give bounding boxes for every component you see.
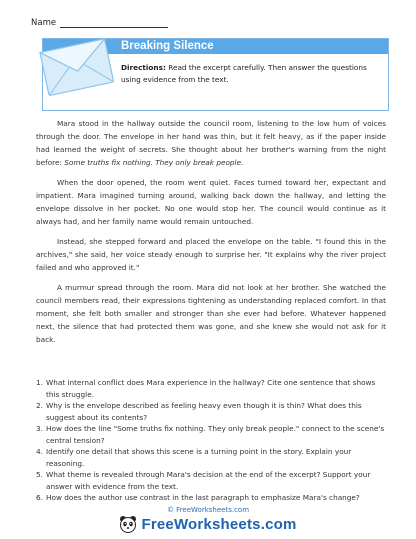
story-paragraph-2: When the door opened, the room went quiet. Faces turned toward her, expectant and impatient. Mara imagined turning around, walking back down the hallway, and letting the envelope dissolve in her pocket. No one would stop her. The council would continue as it always had, and her family name would remain untouched. xyxy=(36,178,386,226)
question-number: 5. xyxy=(36,470,43,479)
directions xyxy=(121,62,381,86)
site-logo[interactable] xyxy=(0,515,416,533)
question-text: How does the author use contrast in the last paragraph to emphasize Mara's change? xyxy=(46,493,360,502)
question-number: 3. xyxy=(36,424,43,433)
panda-logo-icon xyxy=(119,515,137,533)
story-paragraph-1-text: Mara stood in the hallway outside the council room, listening to the low hum of voices through the door. The envelope in her hand was thin, but it felt heavy, as if the paper inside had learned the weight of secrets. She thought about her brother's warning from the night before: xyxy=(36,119,386,167)
logo-text: FreeWorksheets.com xyxy=(141,515,297,533)
question-item xyxy=(36,469,386,492)
name-label: Name xyxy=(31,18,57,28)
question-item xyxy=(36,400,386,423)
question-text: Identify one detail that shows this scene is a turning point in the story. Explain your reasoning. xyxy=(46,447,352,468)
story-excerpt xyxy=(36,117,386,353)
name-line[interactable] xyxy=(60,18,168,28)
story-paragraph-3: Instead, she stepped forward and placed the envelope on the table. "I found this in the archives," she said, her voice steady enough to surprise her. "It explains why the river project failed and who approved it." xyxy=(36,237,386,272)
copyright-link[interactable]: © FreeWorksheets.com xyxy=(166,506,250,514)
directions-text: Read the excerpt carefully. Then answer the questions using evidence from the text. xyxy=(121,63,367,84)
question-number: 4. xyxy=(36,447,43,456)
question-text: What theme is revealed through Mara's decision at the end of the excerpt? Support your answer with evidence from the text. xyxy=(46,470,371,491)
question-number: 1. xyxy=(36,378,43,387)
question-item xyxy=(36,423,386,446)
story-quote: Some truths fix nothing. They only break people. xyxy=(64,158,244,167)
question-list xyxy=(36,377,386,504)
question-number: 6. xyxy=(36,493,43,502)
question-item xyxy=(36,446,386,469)
story-paragraph-1 xyxy=(36,117,386,169)
question-text: What internal conflict does Mara experience in the hallway? Cite one sentence that shows this struggle. xyxy=(46,378,376,399)
question-item xyxy=(36,377,386,400)
story-paragraph-4: A murmur spread through the room. Mara did not look at her brother. She watched the council members read, their expressions tightening as understanding replaced comfort. In that moment, she felt both smaller and stronger than she ever had before. Whatever happened next, the silence that had protected them was gone, and she knew she would not ask for it back. xyxy=(36,283,386,344)
question-number: 2. xyxy=(36,401,43,410)
name-field[interactable] xyxy=(31,18,168,28)
question-text: How does the line "Some truths fix nothing. They only break people." connect to the scene's central tension? xyxy=(46,424,385,445)
question-item xyxy=(36,492,386,504)
directions-label: Directions: xyxy=(121,63,166,72)
worksheet-header xyxy=(42,38,389,111)
worksheet-title: Breaking Silence xyxy=(121,40,214,52)
question-text: Why is the envelope described as feeling heavy even though it is thin? What does this suggest about its contents? xyxy=(46,401,362,422)
envelope-icon xyxy=(36,33,121,103)
